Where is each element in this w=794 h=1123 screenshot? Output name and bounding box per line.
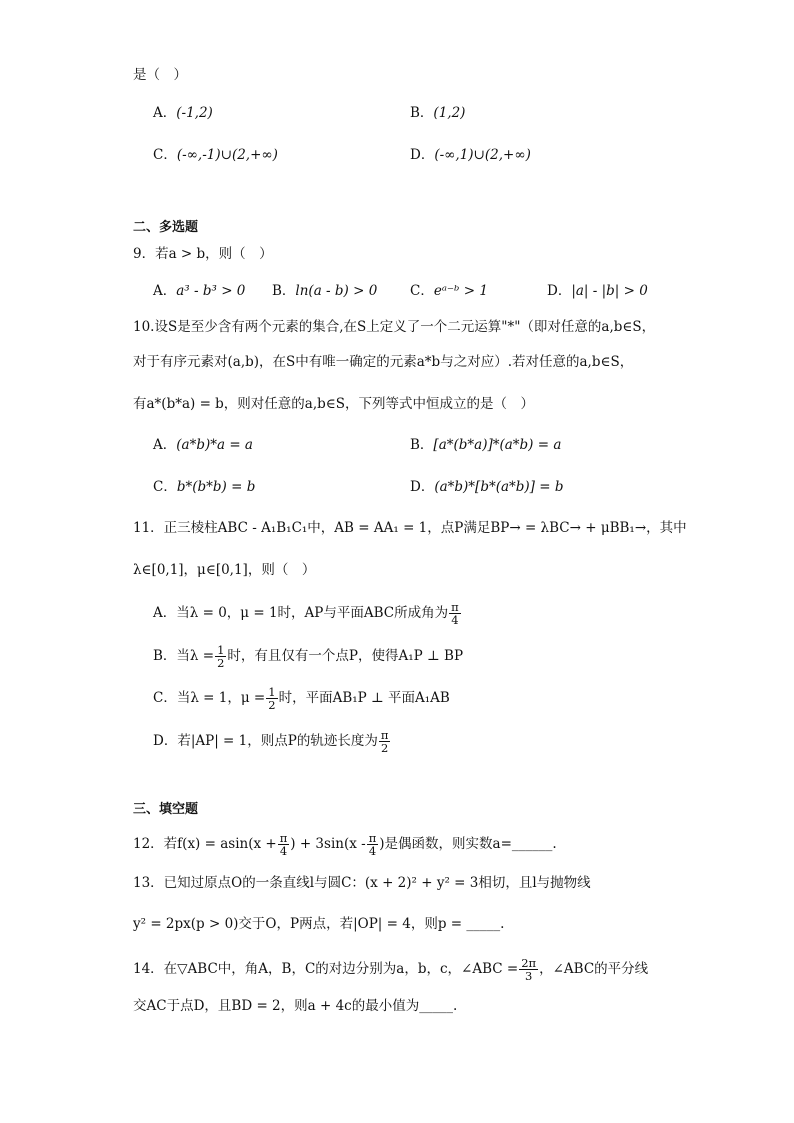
fraction-pi-over-2 — [379, 729, 391, 754]
q11-line-1: 11．正三棱柱ABC - A₁B₁C₁中，AB = AA₁ = 1，点P满足BP→ = λBC→ + μBB₁→，其中 — [133, 520, 687, 536]
q10-line-3: 有a*(b*a) = b，则对任意的a,b∈S，下列等式中恒成立的是（ ） — [133, 396, 535, 412]
fraction-denominator: 4 — [279, 844, 288, 858]
option-text: A．当λ = 0，μ = 1时，AP与平面ABC所成角为 — [153, 605, 449, 621]
q8-option-b — [410, 104, 465, 122]
q10-option-a — [153, 436, 253, 454]
option-text: [a*(b*a)]*(a*b) = a — [433, 437, 562, 453]
option-label: B． — [272, 283, 296, 299]
q10-line-2: 对于有序元素对(a,b)，在S中有唯一确定的元素a*b与之对应）.若对任意的a,b∈S， — [133, 354, 634, 370]
option-label: B． — [410, 437, 434, 453]
option-text: C．当λ = 1，μ = — [153, 690, 266, 706]
fraction-pi-over-4 — [367, 832, 379, 857]
option-text: (a*b)*a = a — [176, 437, 253, 453]
q12-text: 12．若f(x) = asin(x + — [133, 836, 277, 852]
fraction-one-half — [215, 644, 226, 669]
option-label: A． — [153, 437, 177, 453]
q12-text-tail: )是偶函数，则实数a=______. — [379, 836, 557, 852]
q10-option-d — [410, 478, 564, 496]
fraction-pi-over-4 — [278, 832, 290, 857]
option-text: (a*b)*[b*(a*b)] = b — [434, 479, 564, 495]
q8-option-c — [153, 146, 278, 164]
option-text-tail: 时，有且仅有一个点P，使得A₁P ⊥ BP — [227, 648, 464, 664]
option-label: A． — [153, 105, 177, 121]
fraction-denominator: 3 — [525, 969, 533, 983]
option-text: ln(a - b) > 0 — [295, 283, 378, 299]
option-text: a³ - b³ > 0 — [176, 283, 246, 299]
fraction-numerator: π — [380, 728, 389, 742]
q9-option-a — [153, 282, 245, 300]
fraction-denominator: 2 — [217, 656, 225, 670]
q11-option-c — [153, 686, 450, 711]
q9-stem: 9．若a > b，则（ ） — [133, 246, 273, 262]
option-text: (-1,2) — [176, 105, 213, 121]
q11-option-d — [153, 729, 391, 754]
fraction-two-pi-over-3 — [519, 957, 538, 982]
q11-line-2: λ∈[0,1]，μ∈[0,1]，则（ ） — [133, 562, 316, 578]
option-text: eᵃ⁻ᵇ > 1 — [433, 283, 488, 299]
q13-line-2: y² = 2px(p > 0)交于O，P两点，若|OP| = 4，则p = _____. — [133, 916, 505, 932]
q8-option-a — [153, 104, 213, 122]
q9-option-c — [410, 282, 488, 300]
option-label: D． — [410, 479, 435, 495]
option-text-tail: 时，平面AB₁P ⊥ 平面A₁AB — [278, 690, 450, 706]
option-text: (1,2) — [433, 105, 466, 121]
option-text: |a| - |b| > 0 — [571, 283, 648, 299]
fraction-numerator: π — [368, 831, 377, 845]
option-label: A． — [153, 283, 177, 299]
q14-text: 14．在▽ABC中，角A，B，C的对边分别为a，b，c，∠ABC = — [133, 961, 519, 977]
fraction-denominator: 2 — [380, 741, 389, 755]
option-label: C． — [410, 283, 434, 299]
q10-line-1: 10.设S是至少含有两个元素的集合,在S上定义了一个二元运算"*"（即对任意的a,b∈S， — [133, 319, 656, 335]
q14-line-2: 交AC于点D，且BD = 2，则a + 4c的最小值为_____. — [133, 998, 458, 1014]
fraction-numerator: π — [451, 600, 459, 614]
fraction-numerator: 2π — [521, 956, 537, 970]
fraction-denominator: 4 — [368, 844, 377, 858]
q14-text-tail: ，∠ABC的平分线 — [539, 961, 649, 977]
fraction-one-half — [266, 686, 277, 711]
fraction-pi-over-4 — [449, 601, 461, 626]
q8-option-d — [410, 146, 531, 164]
q8-tail: 是（ ） — [133, 67, 187, 83]
q9-option-b — [272, 282, 377, 300]
q12-text-mid: ) + 3sin(x - — [290, 836, 366, 852]
q13-line-1: 13．已知过原点O的一条直线l与圆C：(x + 2)² + y² = 3相切，且l与抛物线 — [133, 875, 591, 891]
section-title-fill-in: 三、填空题 — [133, 802, 199, 817]
option-label: C． — [153, 147, 177, 163]
option-text: (-∞,-1)∪(2,+∞) — [176, 147, 278, 163]
q14-line-1 — [133, 957, 648, 982]
q12-stem — [133, 832, 557, 857]
fraction-denominator: 4 — [451, 613, 459, 627]
option-text: b*(b*b) = b — [176, 479, 256, 495]
q11-option-b — [153, 644, 463, 669]
q10-option-c — [153, 478, 255, 496]
fraction-numerator: 1 — [268, 685, 276, 699]
q9-option-d — [547, 282, 648, 300]
section-title-multiple-choice: 二、多选题 — [133, 220, 199, 235]
option-label: D． — [410, 147, 435, 163]
q10-option-b — [410, 436, 561, 454]
option-text: D．若|AP| = 1，则点P的轨迹长度为 — [153, 733, 378, 749]
option-label: B． — [410, 105, 434, 121]
option-text: B．当λ = — [153, 648, 215, 664]
q11-option-a — [153, 601, 462, 626]
option-label: D． — [547, 283, 572, 299]
option-label: C． — [153, 479, 177, 495]
option-text: (-∞,1)∪(2,+∞) — [434, 147, 531, 163]
fraction-numerator: π — [279, 831, 288, 845]
fraction-numerator: 1 — [217, 643, 225, 657]
fraction-denominator: 2 — [268, 698, 276, 712]
